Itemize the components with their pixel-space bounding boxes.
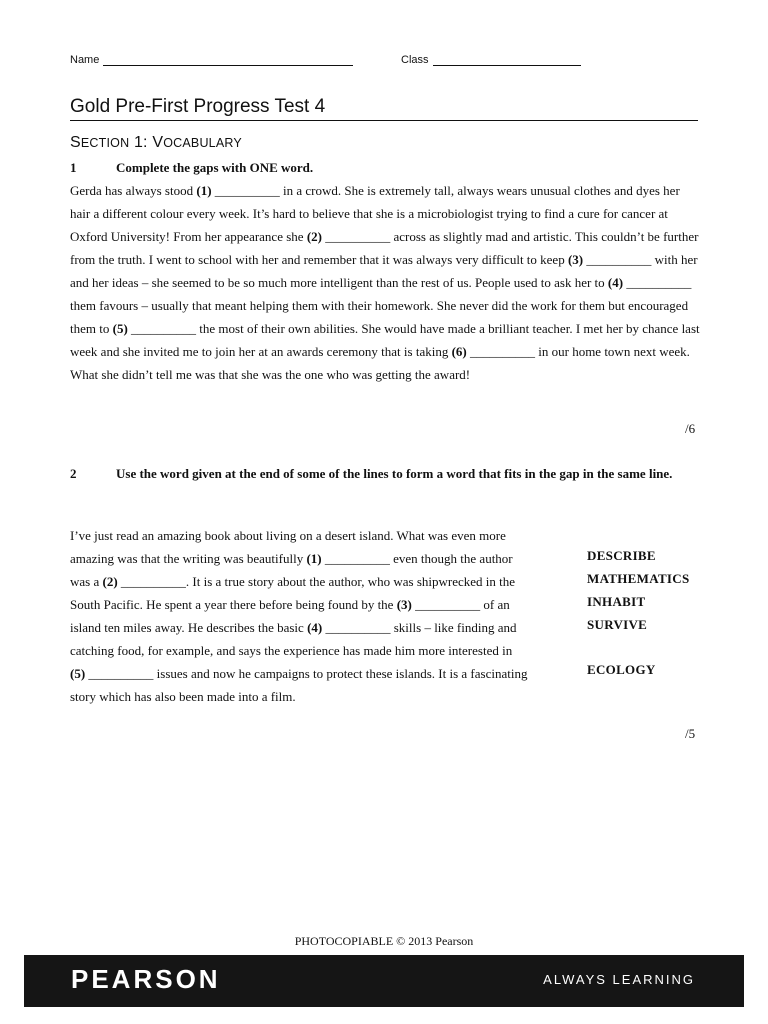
- section-heading-initial-2: V: [152, 134, 164, 151]
- question-1-score: /6: [685, 421, 696, 436]
- gap-number: (4): [307, 620, 323, 635]
- question-1-instruction: Complete the gaps with ONE word.: [116, 160, 314, 175]
- passage-line: [70, 524, 575, 547]
- page-title: Gold Pre-First Progress Test 4: [70, 96, 326, 117]
- passage-text: story which has also been made into a film.: [70, 689, 296, 704]
- gap-blank-3[interactable]: __________: [586, 252, 652, 267]
- passage-line: [70, 616, 575, 639]
- passage-line: [70, 685, 575, 708]
- passage-text: even though the author: [389, 551, 513, 566]
- gap-number: (6): [451, 344, 467, 359]
- gap-number: (1): [306, 551, 322, 566]
- gap-blank-3[interactable]: __________: [415, 597, 481, 612]
- gap-number: (4): [607, 275, 624, 290]
- section-heading-initial: S: [70, 134, 81, 151]
- passage-text: them favours – usually that meant helping them with their homework. She never did the work for them but encouraged them to: [70, 298, 689, 336]
- gap-blank-1[interactable]: __________: [324, 551, 390, 566]
- keyword-inhabit: INHABIT: [587, 594, 646, 609]
- class-line[interactable]: [433, 54, 581, 66]
- passage-text: . It is a true story about the author, who was shipwrecked in the: [185, 574, 516, 589]
- pearson-logo: PEARSON: [71, 964, 221, 994]
- name-field: [70, 54, 353, 66]
- passage-text: with her and her ideas – she seemed to be so much more intelligent than the rest of us. People used to ask her to: [70, 252, 698, 290]
- section-heading-rest: ECTION: [80, 136, 130, 150]
- keyword-ecology: ECOLOGY: [587, 662, 656, 677]
- gap-number: (3): [396, 597, 412, 612]
- gap-number: (2): [306, 229, 322, 244]
- question-2-number: 2: [70, 466, 77, 481]
- keyword-survive: SURVIVE: [587, 617, 648, 632]
- passage-text: in a crowd. She is extremely tall, always wears unusual clothes and dyes her hair a different colour every week. It’s hard to believe that she is a microbiologist trying to find a cure for cancer at Oxford University! From her appearance she: [70, 183, 680, 244]
- passage-text: I’ve just read an amazing book about living on a desert island. What was even more: [70, 528, 506, 543]
- gap-blank-5[interactable]: __________: [88, 666, 154, 681]
- passage-text: Gerda has always stood: [70, 183, 197, 198]
- passage-text: South Pacific. He spent a year there before being found by the: [70, 597, 397, 612]
- passage-line: [70, 639, 575, 662]
- passage-line: [70, 547, 575, 570]
- copyright-notice: PHOTOCOPIABLE © 2013 Pearson: [294, 934, 474, 948]
- section-heading: [70, 134, 242, 152]
- footer-tagline: ALWAYS LEARNING: [543, 972, 695, 987]
- question-1-passage: [70, 179, 700, 386]
- gap-blank-2[interactable]: __________: [325, 229, 391, 244]
- gap-blank-4[interactable]: __________: [325, 620, 391, 635]
- gap-blank-1[interactable]: __________: [214, 183, 280, 198]
- class-label: Class: [401, 54, 429, 66]
- passage-text: of an: [480, 597, 510, 612]
- section-heading-rest-2: OCABULARY: [163, 136, 242, 150]
- name-line[interactable]: [103, 54, 353, 66]
- keyword-mathematics: MATHEMATICS: [587, 571, 690, 586]
- gap-number: (2): [102, 574, 118, 589]
- passage-text: island ten miles away. He describes the basic: [70, 620, 308, 635]
- class-field: [401, 54, 581, 66]
- passage-text: in our home town next week. What she didn’t tell me was that she was the one who was getting the award!: [70, 344, 690, 382]
- gap-number: (1): [196, 183, 212, 198]
- title-divider: [70, 120, 698, 121]
- gap-blank-2[interactable]: __________: [120, 574, 186, 589]
- gap-number: (5): [70, 666, 86, 681]
- passage-line: [70, 662, 575, 685]
- gap-blank-4[interactable]: __________: [626, 275, 692, 290]
- passage-text: issues and now he campaigns to protect these islands. It is a fascinating: [153, 666, 528, 681]
- question-1-number: 1: [70, 160, 77, 175]
- passage-text: amazing was that the writing was beautifully: [70, 551, 307, 566]
- passage-text: skills – like finding and: [390, 620, 517, 635]
- question-2-score: /5: [685, 726, 696, 741]
- gap-blank-6[interactable]: __________: [470, 344, 535, 359]
- passage-text: across as slightly mad and artistic. This couldn’t be further from the truth. I went to school with her and remember that it was always very difficult to keep: [70, 229, 699, 267]
- gap-blank-5[interactable]: __________: [131, 321, 197, 336]
- gap-number: (5): [112, 321, 128, 336]
- name-label: Name: [70, 54, 100, 66]
- passage-line: [70, 593, 575, 616]
- passage-line: [70, 570, 575, 593]
- gap-number: (3): [567, 252, 584, 267]
- section-heading-number: 1:: [129, 134, 153, 151]
- question-2-instruction: Use the word given at the end of some of the lines to form a word that fits in the gap in the same line.: [116, 466, 673, 481]
- question-2-passage: [70, 524, 575, 708]
- passage-text: the most of their own abilities. She would have made a brilliant teacher. I met her by chance last week and she invited me to join her at an awards ceremony that is taking: [70, 321, 700, 359]
- keyword-describe: DESCRIBE: [587, 548, 656, 563]
- passage-text: catching food, for example, and says the experience has made him more interested in: [70, 643, 513, 658]
- passage-text: was a: [70, 574, 103, 589]
